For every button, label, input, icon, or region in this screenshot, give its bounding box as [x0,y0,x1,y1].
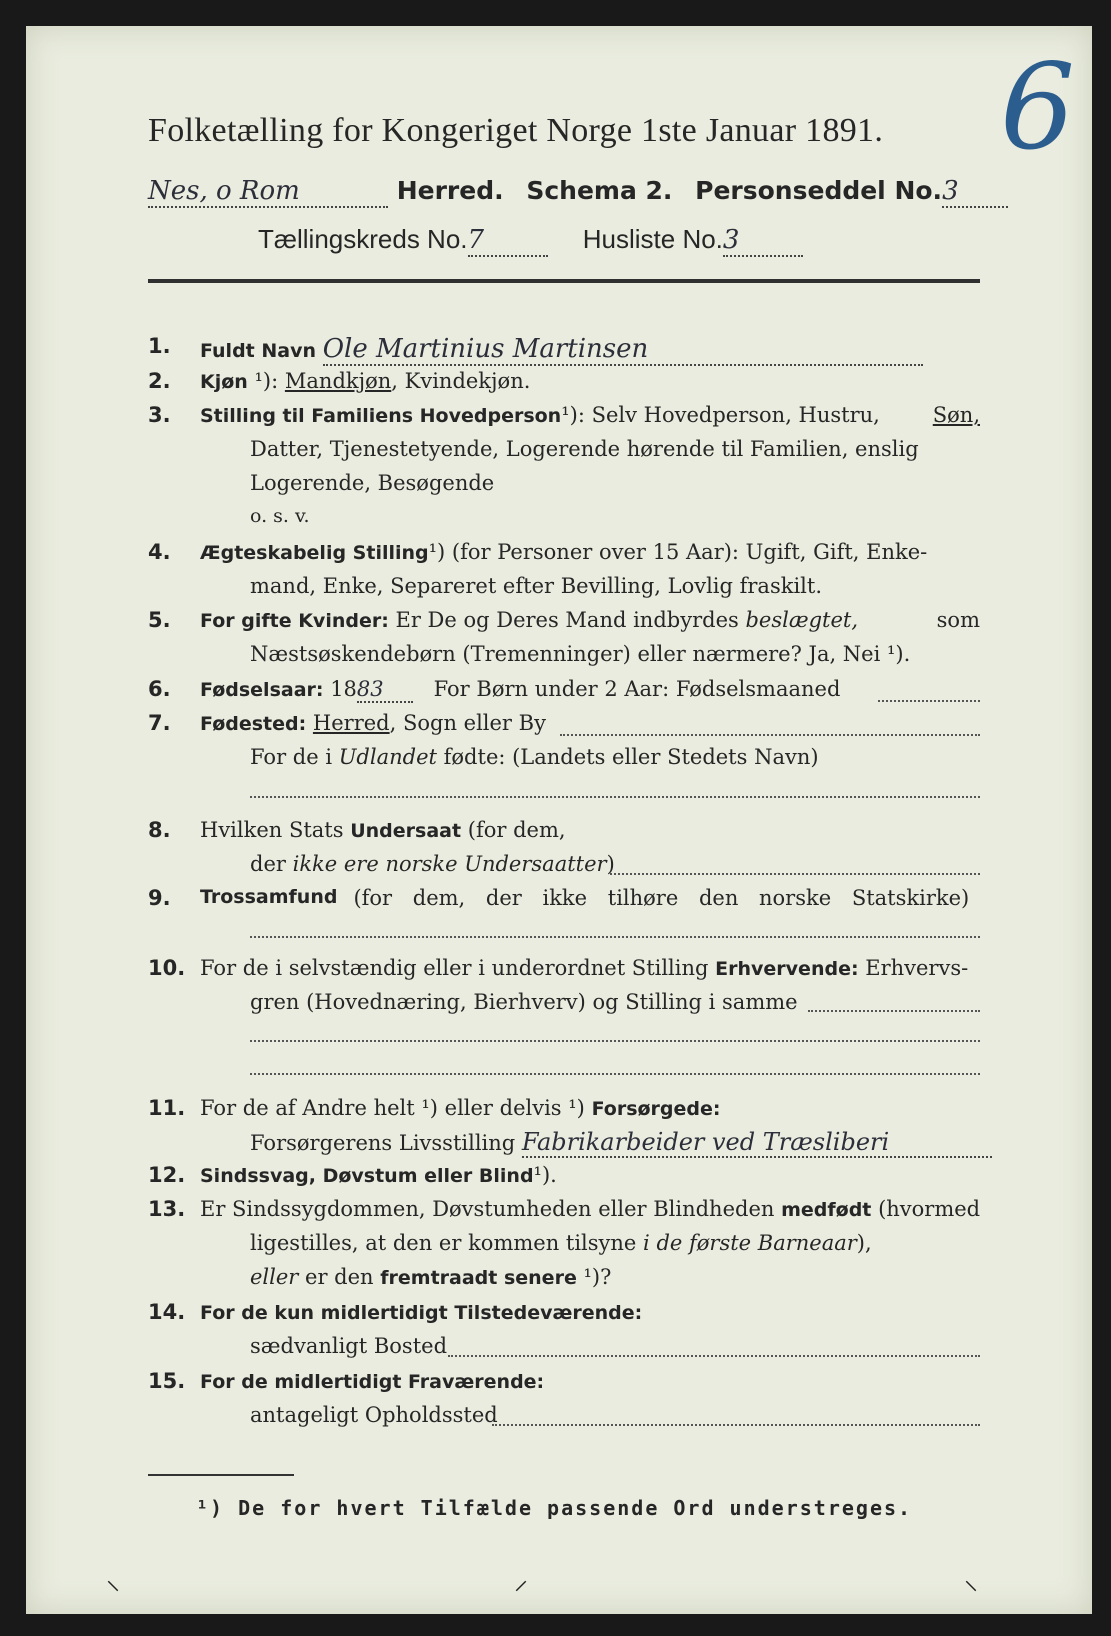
dotted-line [250,1040,980,1042]
item-number: 13. [148,1197,186,1221]
item-label: fremtraadt senere [380,1267,577,1289]
dotted-line [560,734,980,736]
item-number: 4. [148,540,171,564]
item-disability [200,1163,557,1187]
husliste-label: Husliste No. [582,224,723,254]
item-text: Erhvervs- [865,956,969,980]
item-text: Er Sindssygdommen, Døvstumheden eller Blindheden [200,1197,775,1221]
item-text: Udlandet [338,745,437,769]
kreds-row [258,224,803,257]
item-text: som [936,608,980,632]
item-text: For de i [250,745,333,769]
item-label: Forsørgede: [591,1098,721,1120]
item-full-name [200,334,923,366]
margin-mark: ⸝ [514,1563,529,1596]
footnote-divider [148,1474,294,1476]
item-birthplace [200,711,546,735]
dotted-line [250,936,980,938]
item-number: 14. [148,1300,186,1324]
item-label: Stilling til Familiens Hovedperson [200,405,562,427]
item-label: Fødselsaar: [200,679,324,701]
birthplace-selected: Herred [312,711,390,735]
husliste-number: 3 [723,225,803,257]
item-married-women [200,608,980,632]
item-label: Undersaat [350,820,462,842]
item-text: Næstsøskendebørn (Tremenninger) eller nærmere? Ja, Nei ¹). [250,642,911,666]
dotted-line [250,796,980,798]
item-number: 3. [148,403,171,427]
item-text: beslægtet, [745,608,858,632]
dotted-line [878,700,980,702]
item-marital [200,540,927,564]
item-text: gren (Hovednæring, Bierhverv) og Stilling i samme [250,990,798,1014]
item-text: ) [606,852,615,876]
item-label: For de kun midlertidigt Tilstedeværende: [200,1302,643,1324]
item-number: 6. [148,677,171,701]
item-text: For Børn under 2 Aar: Fødselsmaaned [433,677,841,701]
item-text: For de af Andre helt ¹) eller delvis ¹) [200,1096,585,1120]
item-label: Ægteskabelig Stilling [200,542,429,564]
item-text: sædvanligt Bosted [250,1334,448,1358]
birth-year-value: 83 [357,677,413,703]
item-disability-onset-2 [250,1231,872,1255]
personseddel-label: Personseddel No. [695,176,943,205]
item-text: antageligt Opholdssted [250,1403,498,1427]
item-number: 9. [148,886,171,910]
item-text: Er De og Deres Mand indbyrdes [395,608,739,632]
item-disability-onset-3 [250,1265,611,1289]
item-supported [200,1096,721,1120]
dotted-line [250,1073,980,1075]
item-abroad [250,745,819,769]
item-text: Forsørgerens Livsstilling [250,1131,516,1155]
item-text: i de første Barneaar [643,1231,857,1255]
item-text: ikke ere norske Undersaatter [292,852,607,876]
item-number: 2. [148,369,171,393]
corner-number: 6 [1000,38,1076,176]
provider-occupation-value: Fabrikarbeider ved Træsliberi [522,1128,992,1158]
item-occupation [200,956,968,980]
item-text: er den [305,1265,374,1289]
gender-selected: Mandkjøn [284,369,392,393]
item-temp-absent [200,1369,544,1393]
item-text: For de i selvstændig eller i underordnet Stilling [200,956,709,980]
dotted-line [808,1010,980,1012]
item-gender [200,369,530,393]
item-number: 8. [148,818,171,842]
margin-mark: ⸜ [964,1563,979,1596]
item-text: (hvormed [878,1197,981,1221]
item-text: der [250,852,286,876]
item-citizenship [200,818,566,842]
item-text: Datter, Tjenestetyende, Logerende hørende til Familien, enslig [250,437,919,461]
item-disability-onset [200,1197,980,1221]
item-label: For gifte Kvinder: [200,610,389,632]
item-text: ), [856,1231,872,1255]
item-number: 12. [148,1163,186,1187]
header-divider [148,279,980,283]
item-text: o. s. v. [250,505,310,527]
item-text: (for dem, [467,818,566,842]
margin-mark: ⸜ [106,1563,121,1596]
herred-row [148,176,1008,208]
item-religion [200,886,980,910]
personseddel-number: 3 [942,176,1008,208]
item-text: ¹): [254,369,279,393]
full-name-value: Ole Martinius Martinsen [323,334,923,366]
item-label: Fuldt Navn [200,340,317,362]
family-position-selected: Søn, [932,403,980,427]
item-label: Kjøn [200,371,248,393]
item-citizenship-2 [250,852,615,876]
item-label: For de midlertidigt Fraværende: [200,1371,545,1393]
item-text: Hvilken Stats [200,818,344,842]
item-text: , Kvindekjøn. [391,369,531,393]
item-number: 15. [148,1369,186,1393]
item-number: 11. [148,1096,186,1120]
item-label: medfødt [781,1199,872,1221]
item-text: 18 [330,677,357,701]
herred-value: Nes, o Rom [148,176,388,208]
schema-label: Schema 2. [526,176,673,205]
item-temp-present [200,1300,642,1324]
item-text: ¹). [533,1163,557,1187]
item-provider [250,1128,992,1158]
dotted-line [610,873,980,875]
item-birth-year [200,677,840,703]
dotted-line [448,1355,980,1357]
kreds-number: 7 [468,225,548,257]
item-label: Trossamfund [200,886,338,908]
item-text: ¹)? [583,1265,612,1289]
item-text: fødte: (Landets eller Stedets Navn) [443,745,819,769]
item-text: , Sogn eller By [389,711,546,735]
item-label: Erhvervende: [715,958,859,980]
item-text: ligestilles, at den er kommen tilsyne [250,1231,637,1255]
item-text: ¹) (for Personer over 15 Aar): Ugift, Gift, Enke- [428,540,928,564]
herred-label: Herred. [396,176,504,205]
item-number: 1. [148,334,171,358]
item-text: Logerende, Besøgende [250,471,495,495]
item-text: mand, Enke, Separeret efter Bevilling, Lovlig fraskilt. [250,574,823,598]
form-title: Folketælling for Kongeriget Norge 1ste Januar 1891. [148,112,884,149]
item-number: 5. [148,608,171,632]
dotted-line [492,1424,980,1426]
item-family-position [200,403,980,427]
item-text: ¹): Selv Hovedperson, Hustru, [561,403,880,427]
item-label: Fødested: [200,713,307,735]
item-number: 10. [148,956,186,980]
item-text: eller [250,1265,299,1289]
item-label: Sindssvag, Døvstum eller Blind [200,1165,534,1187]
item-number: 7. [148,711,171,735]
kreds-label: Tællingskreds No. [258,224,468,254]
item-text: (for dem, der ikke tilhøre den norske Statskirke) [353,886,970,910]
footnote: ¹) De for hvert Tilfælde passende Ord understreges. [196,1496,913,1520]
